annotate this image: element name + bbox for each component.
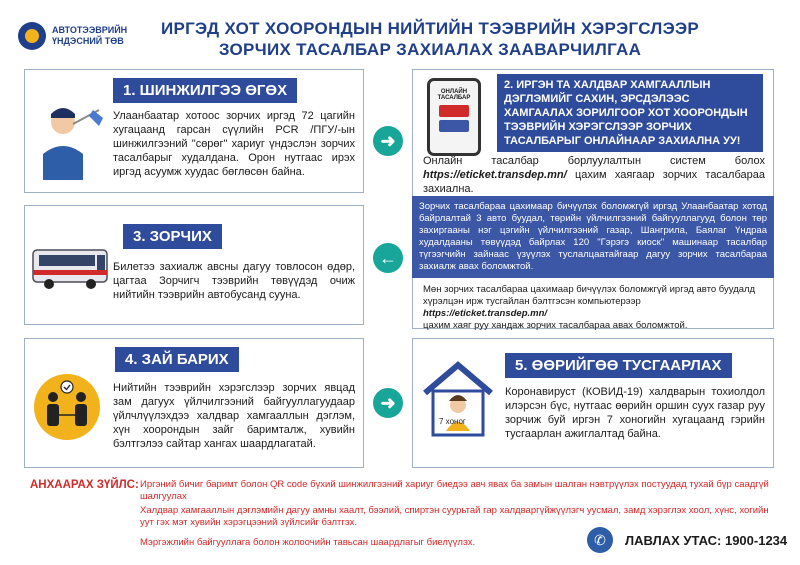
eticket-link[interactable]: https://eticket.transdep.mn/: [423, 169, 567, 181]
note-3: Мэргэжлийн байгууллага болон жолоочийн тавьсан шаардлагыг биелүүлэх.: [140, 537, 476, 548]
ticket-icon: [439, 105, 469, 117]
step2-text-after: цахим хаягаар зорчих тасалбараа захиална.: [423, 169, 765, 195]
logo-line-1: АВТОТЭЭВРИЙН: [52, 25, 128, 35]
step4-panel: [24, 338, 364, 468]
step3-panel: [24, 205, 364, 325]
step1-text: Улаанбаатар хотоос зорчих иргэд 72 цагийн хугацаанд гарсан сүүлийн PCR /ПГУ/-ын шинжилгээний "сөрөг" хариуг үндэслэн зорчих тасалбарыг худалдана. Орон нутгаас ирэх иргэд асуумж хуудас бөглөсөн байна.: [113, 110, 355, 178]
step2-panel: [412, 69, 774, 329]
bus-icon: [31, 246, 111, 292]
step2-text-before: Онлайн тасалбар борлуулалтын систем болох: [423, 155, 765, 167]
house-label: 7 хоног: [439, 417, 466, 426]
arrow-left-icon: ←: [373, 243, 403, 273]
kiosk-info-box: Зорчих тасалбараа цахимаар бичүүлэх боломжгүй иргэд Улаанбаатар хотод байрлалтай 3 авто буудал, төрийн үйлчилгээний байгууллагууд болон төр захиргааны нэг цэгийн үйлчилгээний газар, Шангрила, Баялаг Үндраа худалдааны төвүүдэд байрлах 120 "Гэрэгэ киоск" машинаар тасалбар түгээгчийн зайнаас үзүүлэх туслалцаатайгаар дагуу зорчих тасалбараа захиалж авах боломжтой.: [412, 196, 774, 278]
logo-text: [52, 25, 127, 47]
logo-line-2: ҮНДЭСНИЙ ТӨВ: [52, 36, 124, 46]
title-line-2: ЗОРЧИХ ТАСАЛБАР ЗАХИАЛАХ ЗААВАРЧИЛГАА: [218, 40, 642, 59]
page-title: [150, 18, 710, 60]
notes-label: АНХААРАХ ЗҮЙЛС:: [30, 479, 139, 491]
note-2: Халдвар хамгааллын дэглэмийн дагуу амны хаалт, бээлий, спиртэн суурьтай гар халдваргүйжүүлэгч уусмал, замд хэрэглэх хоол, хүнс, хогийн уут гэх мэт хувийн хэрэгцээний зүйлсийг бэлтгэх.: [140, 505, 769, 528]
hotline: [587, 527, 787, 553]
step1-panel: [24, 69, 364, 193]
station-info-box: [417, 280, 769, 336]
step5-text: Коронавируст (КОВИД-19) халдварын тохиолдол илэрсэн бүс, нутгаас өөрийн оршин суух газар руу зорчиж буй иргэн 7 хоногийн хугацаанд гэрийн тусгаарлан ажиглалтад байна.: [505, 386, 765, 440]
arrow-right-icon-1: ➜: [373, 126, 403, 156]
step5-title: 5. ӨӨРИЙГӨӨ ТУСГААРЛАХ: [505, 353, 732, 378]
step2-text: [423, 154, 765, 196]
station-info-line-2: цахим хаяг руу хандаж зорчих тасалбараа авах боломжтой.: [423, 320, 688, 331]
step3-title: 3. ЗОРЧИХ: [123, 224, 222, 249]
ticket-icon-2: [439, 120, 469, 132]
social-distance-icon: [33, 373, 101, 441]
hotline-text: ЛАВЛАХ УТАС: 1900-1234: [625, 532, 788, 548]
step5-panel: [412, 338, 774, 468]
title-line-1: ИРГЭД ХОТ ХООРОНДЫН НИЙТИЙН ТЭЭВРИЙН ХЭРЭГСЛЭЭР: [160, 19, 700, 38]
step3-text: Билетээ захиалж авсны дагуу товлосон өдөр, цагтаа Зорчигч тээврийн төвүүдэд очиж нийтийн тээврийн автобусанд сууна.: [113, 261, 355, 301]
emblem-icon: [18, 22, 46, 50]
phone-icon: ✆: [587, 527, 613, 553]
online-ticket-phone-icon: [427, 78, 481, 156]
step1-title: 1. ШИНЖИЛГЭЭ ӨГӨХ: [113, 78, 297, 103]
step4-text: Нийтийн тээврийн хэрэгслээр зорчих явцад зам дагуух үйлчилгээний байгууллагуудаар үйлчлүүлэхдээ халдвар хамгааллын дэглэм, хүн хоорондын зайг баримталж, хувийн бэлтгэлээ сайтар хангах шаардлагатай.: [113, 382, 355, 450]
step4-title: 4. ЗАЙ БАРИХ: [115, 347, 239, 372]
station-eticket-link[interactable]: https://eticket.transdep.mn/: [423, 308, 548, 319]
swab-test-icon: [33, 100, 105, 180]
note-1: Иргэний бичиг баримт болон QR code бүхий шинжилгээний хариуг биедээ авч явах ба замын шалган нэвтрүүлэх постуудад тухай бүр саадгүй шалгуулах: [140, 479, 769, 502]
station-info-line-1: Мөн зорчих тасалбараа цахимаар бичүүлэх боломжгүй иргэд авто буудалд хүрэлцэн ирж тусгайлан бэлтгэсэн компьютерээр: [423, 284, 756, 307]
step2-title: 2. ИРГЭН ТА ХАЛДВАР ХАМГААЛЛЫН ДЭГЛЭМИЙГ САХИН, ЭРСДЭЛЭЭС ХАМГААЛАХ ЗОРИЛГООР ХОТ ХООРОНДЫН ТЭЭВРИЙН ХЭРЭГСЛЭЭР ЗОРЧИХ ТАСАЛБАРЫГ ОНЛАЙНААР ЗАХИАЛНА УУ!: [497, 74, 763, 152]
org-logo: [18, 22, 127, 50]
arrow-right-icon-2: ➜: [373, 388, 403, 418]
phone-label-1: ОНЛАЙН: [440, 89, 468, 95]
phone-label-2: ТАСАЛБАР: [437, 95, 471, 101]
